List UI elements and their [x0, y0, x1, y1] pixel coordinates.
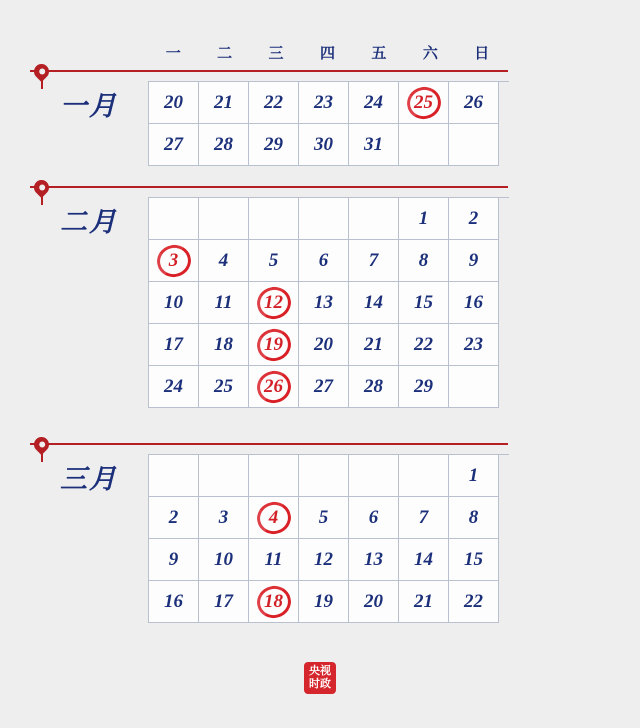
day-number: 20: [364, 590, 383, 612]
day-cell[interactable]: [149, 324, 199, 366]
day-cell[interactable]: [299, 82, 349, 124]
month-grid: [148, 197, 509, 408]
day-cell[interactable]: [199, 282, 249, 324]
day-number: 22: [464, 590, 483, 612]
day-cell[interactable]: [399, 366, 449, 408]
week-row: [149, 82, 509, 124]
day-number: 14: [414, 548, 433, 570]
day-cell[interactable]: [349, 324, 399, 366]
day-cell[interactable]: [449, 324, 499, 366]
day-number: 15: [464, 548, 483, 570]
day-number: 10: [164, 291, 183, 313]
day-cell[interactable]: [449, 539, 499, 581]
weekday-sat: 六: [422, 45, 439, 62]
day-cell[interactable]: [149, 82, 199, 124]
day-cell[interactable]: [199, 581, 249, 623]
weekday-tue: 二: [217, 45, 234, 62]
day-number: 21: [414, 590, 433, 612]
day-number: 4: [218, 249, 229, 271]
day-cell-empty: [399, 455, 449, 497]
day-number: 9: [168, 548, 179, 570]
day-number: 22: [264, 91, 283, 113]
day-cell[interactable]: [349, 539, 399, 581]
day-cell[interactable]: [399, 82, 449, 124]
day-number: 31: [364, 133, 383, 155]
day-number: 7: [418, 506, 429, 528]
week-row: [149, 497, 509, 539]
month-divider: [30, 443, 508, 445]
day-cell[interactable]: [249, 366, 299, 408]
day-number: 6: [368, 506, 379, 528]
day-cell[interactable]: [249, 240, 299, 282]
day-number: 29: [414, 375, 433, 397]
day-number: 2: [468, 207, 479, 229]
day-cell[interactable]: [299, 366, 349, 408]
day-cell[interactable]: [399, 497, 449, 539]
month-grid: [148, 454, 509, 623]
day-cell-empty: [249, 198, 299, 240]
map-pin-icon: [34, 64, 50, 90]
weekday-fri: 五: [371, 45, 388, 62]
day-number: 18: [264, 590, 283, 612]
day-cell[interactable]: [149, 282, 199, 324]
day-cell[interactable]: [299, 124, 349, 166]
day-cell-empty: [249, 455, 299, 497]
week-row: [149, 282, 509, 324]
day-cell[interactable]: [399, 324, 449, 366]
day-cell-empty: [449, 124, 499, 166]
day-cell[interactable]: [299, 539, 349, 581]
day-cell[interactable]: [299, 240, 349, 282]
day-cell-empty: [199, 455, 249, 497]
day-number: 13: [314, 291, 333, 313]
day-number: 9: [468, 249, 479, 271]
day-cell[interactable]: [199, 539, 249, 581]
day-number: 12: [264, 291, 283, 313]
day-cell[interactable]: [299, 497, 349, 539]
day-cell[interactable]: [199, 497, 249, 539]
day-number: 8: [468, 506, 479, 528]
day-number: 12: [314, 548, 333, 570]
day-cell[interactable]: [199, 324, 249, 366]
week-row: [149, 198, 509, 240]
day-cell[interactable]: [399, 539, 449, 581]
day-number: 1: [418, 207, 429, 229]
day-number: 25: [414, 91, 433, 113]
day-cell[interactable]: [249, 539, 299, 581]
day-number: 19: [314, 590, 333, 612]
day-cell[interactable]: [449, 282, 499, 324]
day-cell-empty: [399, 124, 449, 166]
weekday-thu: 四: [319, 45, 336, 62]
day-cell[interactable]: [449, 497, 499, 539]
day-cell[interactable]: [349, 366, 399, 408]
day-cell[interactable]: [149, 366, 199, 408]
day-cell[interactable]: [299, 324, 349, 366]
day-number: 18: [214, 333, 233, 355]
weekday-wed: 三: [268, 45, 285, 62]
week-row: [149, 539, 509, 581]
month-grid: [148, 81, 509, 166]
day-number: 3: [218, 506, 229, 528]
logo-line-2: 时政: [309, 678, 331, 690]
day-cell[interactable]: [349, 82, 399, 124]
day-cell-empty: [149, 198, 199, 240]
day-cell[interactable]: [399, 240, 449, 282]
day-number: 27: [314, 375, 333, 397]
day-cell[interactable]: [349, 124, 399, 166]
day-cell[interactable]: [349, 282, 399, 324]
month-label: 三月: [60, 464, 118, 494]
day-cell[interactable]: [399, 282, 449, 324]
day-cell[interactable]: [199, 82, 249, 124]
day-cell-empty: [449, 366, 499, 408]
day-cell[interactable]: [199, 124, 249, 166]
day-cell[interactable]: [299, 581, 349, 623]
day-cell[interactable]: [249, 124, 299, 166]
day-cell[interactable]: [299, 282, 349, 324]
day-number: 22: [414, 333, 433, 355]
day-cell[interactable]: [199, 366, 249, 408]
day-number: 20: [164, 91, 183, 113]
day-cell[interactable]: [149, 539, 199, 581]
day-cell[interactable]: [199, 240, 249, 282]
month-label: 二月: [60, 207, 118, 237]
day-cell[interactable]: [449, 581, 499, 623]
day-number: 11: [264, 548, 283, 570]
day-cell[interactable]: [249, 82, 299, 124]
day-number: 27: [164, 133, 183, 155]
week-row: [149, 324, 509, 366]
day-number: 19: [264, 333, 283, 355]
day-cell-empty: [299, 455, 349, 497]
day-number: 5: [318, 506, 329, 528]
day-cell-empty: [199, 198, 249, 240]
day-cell[interactable]: [149, 497, 199, 539]
day-cell[interactable]: [399, 198, 449, 240]
day-cell[interactable]: [449, 82, 499, 124]
day-number: 24: [164, 375, 183, 397]
day-number: 20: [314, 333, 333, 355]
week-row: [149, 455, 509, 497]
day-cell-empty: [299, 198, 349, 240]
day-cell[interactable]: [349, 240, 399, 282]
day-number: 23: [464, 333, 483, 355]
day-number: 28: [214, 133, 233, 155]
weekday-mon: 一: [165, 45, 182, 62]
day-number: 21: [364, 333, 383, 355]
day-cell-empty: [349, 198, 399, 240]
week-row: [149, 581, 509, 623]
day-number: 6: [318, 249, 329, 271]
day-cell[interactable]: [249, 581, 299, 623]
day-number: 26: [264, 375, 283, 397]
day-cell[interactable]: [149, 581, 199, 623]
day-number: 29: [264, 133, 283, 155]
day-cell[interactable]: [249, 324, 299, 366]
day-cell[interactable]: [349, 497, 399, 539]
day-number: 16: [164, 590, 183, 612]
day-cell[interactable]: [399, 581, 449, 623]
weekday-header: [148, 40, 508, 68]
map-pin-icon: [34, 180, 50, 206]
day-number: 17: [164, 333, 183, 355]
day-number: 2: [168, 506, 179, 528]
day-cell-empty: [149, 455, 199, 497]
day-cell[interactable]: [349, 581, 399, 623]
day-number: 21: [214, 91, 233, 113]
day-number: 16: [464, 291, 483, 313]
day-cell[interactable]: [249, 497, 299, 539]
day-number: 25: [214, 375, 233, 397]
day-number: 17: [214, 590, 233, 612]
week-row: [149, 240, 509, 282]
cctv-logo: [304, 662, 336, 694]
day-number: 10: [214, 548, 233, 570]
weekday-sun: 日: [474, 45, 491, 62]
map-pin-icon: [34, 437, 50, 463]
month-divider: [30, 70, 508, 72]
day-cell[interactable]: [449, 455, 499, 497]
day-number: 30: [314, 133, 333, 155]
day-cell[interactable]: [449, 198, 499, 240]
day-cell[interactable]: [449, 240, 499, 282]
day-number: 8: [418, 249, 429, 271]
day-number: 13: [364, 548, 383, 570]
day-number: 14: [364, 291, 383, 313]
day-number: 26: [464, 91, 483, 113]
day-cell[interactable]: [149, 240, 199, 282]
day-number: 24: [364, 91, 383, 113]
day-number: 5: [268, 249, 279, 271]
day-number: 23: [314, 91, 333, 113]
day-number: 1: [468, 464, 479, 486]
month-divider: [30, 186, 508, 188]
week-row: [149, 366, 509, 408]
day-cell[interactable]: [249, 282, 299, 324]
day-cell-empty: [349, 455, 399, 497]
day-number: 4: [268, 506, 279, 528]
logo-line-1: 央视: [309, 665, 331, 677]
month-label: 一月: [60, 91, 118, 121]
week-row: [149, 124, 509, 166]
day-number: 11: [214, 291, 233, 313]
day-number: 28: [364, 375, 383, 397]
day-number: 3: [168, 249, 179, 271]
day-cell[interactable]: [149, 124, 199, 166]
day-number: 7: [368, 249, 379, 271]
day-number: 15: [414, 291, 433, 313]
